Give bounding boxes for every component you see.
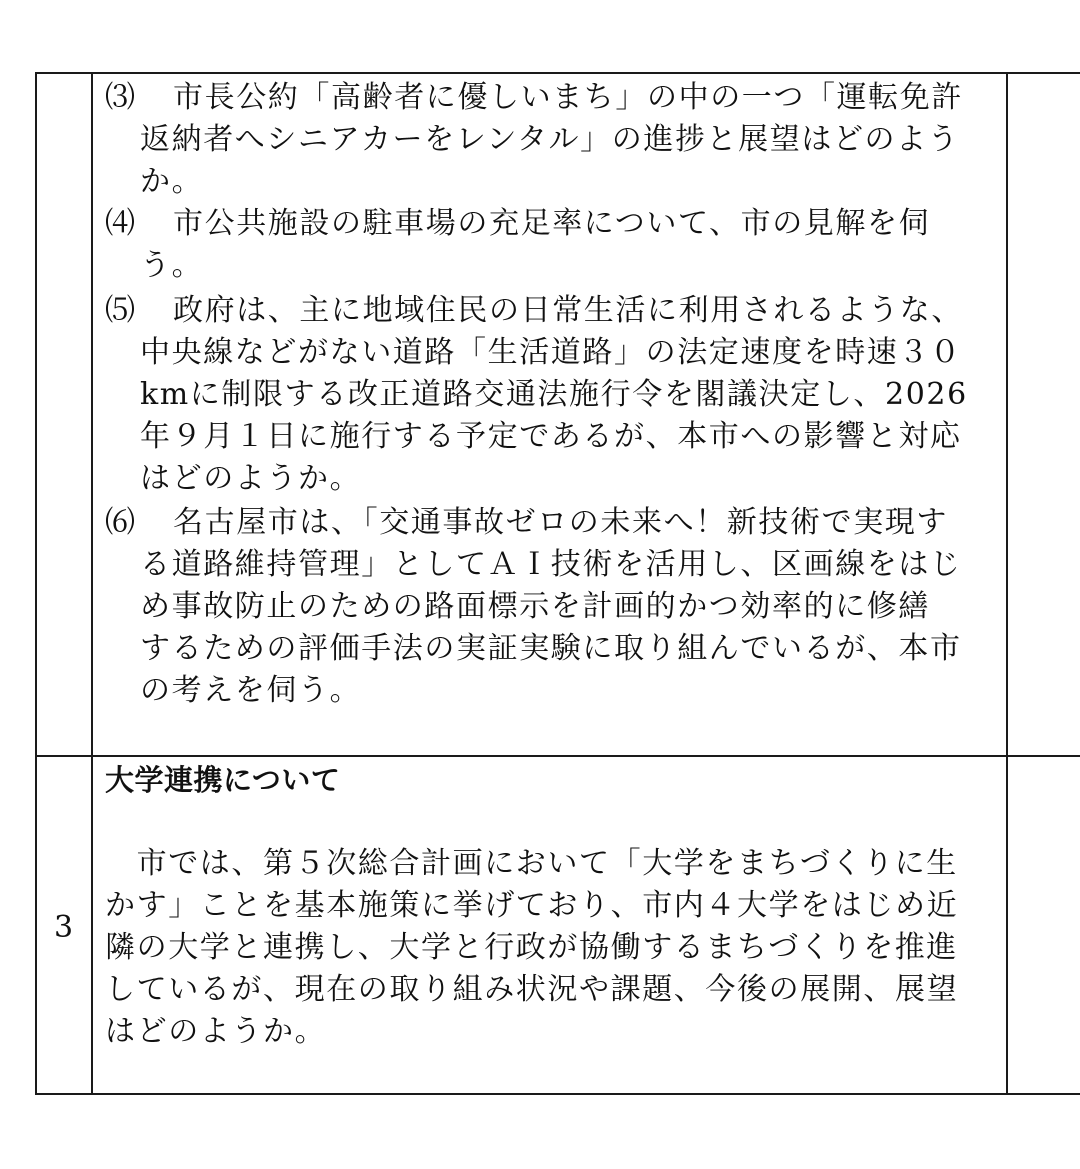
- item-text-line: 政府は、主に地域住民の日常生活に利用されるような、: [173, 293, 963, 328]
- item-text-line: 名古屋市は、「交通事故ゼロの未来へ！新技術で実現す: [173, 505, 948, 540]
- paragraph-line: かす」ことを基本施策に挙げており、市内４大学をはじめ近: [105, 888, 959, 923]
- table-bottom-border: [35, 1093, 1080, 1095]
- paragraph-line: はどのようか。: [105, 1014, 327, 1049]
- item-text-line: の考えを伺う。: [140, 673, 362, 708]
- paragraph-line: 市では、第５次総合計画において「大学をまちづくりに生: [105, 846, 958, 881]
- item-text-line: 市長公約「高齢者に優しいまち」の中の一つ「運転免許: [173, 80, 963, 115]
- item-text-line: る道路維持管理」としてＡＩ技術を活用し、区画線をはじ: [140, 547, 962, 582]
- item-text-line: 返納者へシニアカーをレンタル」の進捗と展望はどのよう: [140, 122, 960, 157]
- item-number: ⑶: [105, 80, 137, 115]
- item-text-line: するための評価手法の実証実験に取り組んでいるが、本市: [140, 631, 962, 666]
- item-text-line: か。: [140, 164, 204, 199]
- item-text-line: 年９月１日に施行する予定であるが、本市への影響と対応: [140, 419, 962, 454]
- item-text-line: 中央線などがない道路「生活道路」の法定速度を時速３０: [140, 335, 962, 370]
- table-top-border: [35, 72, 1080, 74]
- paragraph-line: 隣の大学と連携し、大学と行政が協働するまちづくりを推進: [105, 930, 958, 965]
- row-divider: [35, 755, 1080, 757]
- item-text-line: 市公共施設の駐車場の充足率について、市の見解を伺: [173, 206, 931, 241]
- item-text-line: kmに制限する改正道路交通法施行令を閣議決定し、2026: [140, 377, 968, 412]
- paragraph-line: しているが、現在の取り組み状況や課題、今後の展開、展望: [105, 972, 959, 1007]
- section-heading: 大学連携について: [105, 763, 341, 797]
- item-number: ⑸: [105, 293, 137, 328]
- item-text-line: う。: [140, 248, 204, 283]
- row-number: 3: [53, 910, 74, 945]
- right-column-divider: [1006, 72, 1008, 1095]
- item-number: ⑹: [105, 505, 137, 540]
- item-number: ⑷: [105, 206, 137, 241]
- item-text-line: はどのようか。: [140, 461, 362, 496]
- item-text-line: め事故防止のための路面標示を計画的かつ効率的に修繕: [140, 589, 930, 624]
